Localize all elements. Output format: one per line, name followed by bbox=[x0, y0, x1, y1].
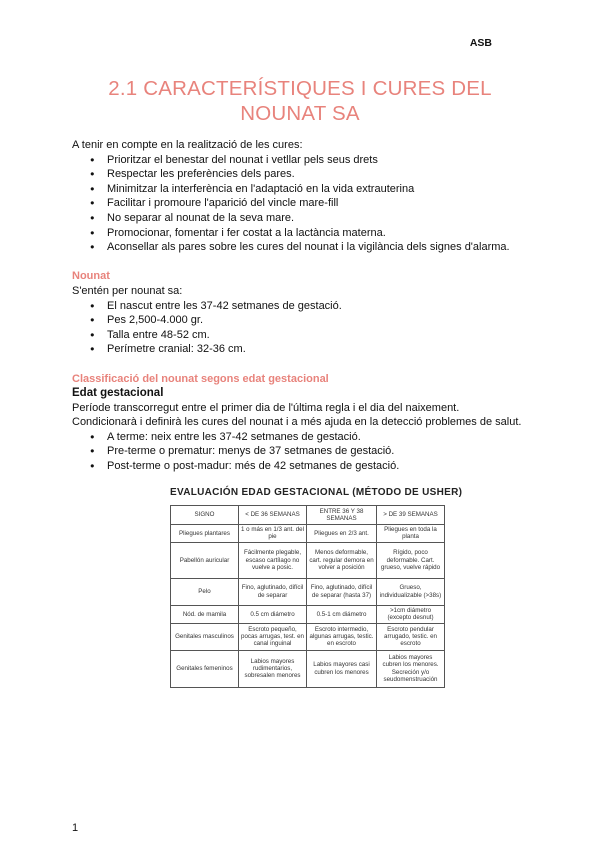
intro-list-item: ● Minimitzar la interferència en l'adaptació en la vida extrauterina bbox=[72, 182, 542, 197]
nounat-list-item: ● Talla entre 48-52 cm. bbox=[72, 328, 542, 343]
page-number: 1 bbox=[72, 822, 79, 834]
document-body bbox=[72, 138, 542, 474]
nounat-list-item: ● Pes 2,500-4.000 gr. bbox=[72, 313, 542, 328]
table-cell: Labios mayores cubren los menores. Secreción y/o seudomenstruación bbox=[377, 650, 445, 687]
nounat-list-item: ● Perímetre cranial: 32-36 cm. bbox=[72, 342, 542, 357]
table-row bbox=[171, 578, 445, 605]
table-cell: Rígido, poco deformable. Cart. grueso, vuelve rápido bbox=[377, 542, 445, 578]
page-title-line-1: 2.1 CARACTERÍSTIQUES I CURES DEL bbox=[108, 77, 492, 100]
table-cell: Pliegues en toda la planta bbox=[377, 525, 445, 543]
table-cell: Fino, aglutinado, difícil de separar (hasta 37) bbox=[307, 578, 377, 605]
page-title-line-2: NOUNAT SA bbox=[240, 102, 360, 125]
table-row bbox=[171, 525, 445, 543]
usher-table bbox=[170, 505, 445, 688]
table-cell: Pliegues en 2/3 ant. bbox=[307, 525, 377, 543]
nounat-heading: Nounat bbox=[72, 270, 110, 283]
classificacio-text-1: Període transcorregut entre el primer dia de l'última regla i el dia del naixement. bbox=[72, 401, 460, 414]
page-title bbox=[0, 76, 600, 126]
nounat-text: S'entén per nounat sa: bbox=[72, 284, 183, 297]
column-header: SIGNO bbox=[171, 506, 239, 525]
table-cell: Grueso, individualizable (>38s) bbox=[377, 578, 445, 605]
table-cell: Labios mayores casi cubren los menores bbox=[307, 650, 377, 687]
classificacio-heading: Classificació del nounat segons edat gestacional bbox=[72, 372, 329, 385]
table-header-row bbox=[171, 506, 445, 525]
table-cell: 0.5-1 cm diámetro bbox=[307, 605, 377, 623]
classificacio-list-item: ● Post-terme o post-madur: més de 42 setmanes de gestació. bbox=[72, 459, 542, 474]
intro-list-item: ● Prioritzar el benestar del nounat i vetllar pels seus drets bbox=[72, 153, 542, 168]
column-header: > DE 39 SEMANAS bbox=[377, 506, 445, 525]
table-cell: Escroto pequeño, pocas arrugas, test. en canal inguinal bbox=[239, 623, 307, 650]
table-cell: Menos deformable, cart. regular demora en volver a posición bbox=[307, 542, 377, 578]
table-row bbox=[171, 542, 445, 578]
table-cell: Nód. de mamila bbox=[171, 605, 239, 623]
classificacio-list bbox=[72, 430, 542, 474]
table-row bbox=[171, 605, 445, 623]
header-tag: ASB bbox=[469, 37, 492, 49]
table-cell: 0.5 cm diámetro bbox=[239, 605, 307, 623]
intro-list bbox=[72, 153, 542, 255]
table-cell: Pliegues plantares bbox=[171, 525, 239, 543]
table-cell: Escroto pendular arrugado, testic. en escroto bbox=[377, 623, 445, 650]
table-cell: Labios mayores rudimentarios, sobresalen menores bbox=[239, 650, 307, 687]
nounat-list bbox=[72, 299, 542, 357]
table-cell: Pabellón auricular bbox=[171, 542, 239, 578]
intro-text: A tenir en compte en la realització de les cures: bbox=[72, 139, 303, 151]
table-cell: 1 o más en 1/3 ant. del pie bbox=[239, 525, 307, 543]
column-header: ENTRE 36 Y 38 SEMANAS bbox=[307, 506, 377, 525]
table-cell: Pelo bbox=[171, 578, 239, 605]
intro-list-item: ● Promocionar, fomentar i fer costat a la lactància materna. bbox=[72, 226, 542, 241]
usher-table-title: EVALUACIÓN EDAD GESTACIONAL (MÉTODO DE USHER) bbox=[170, 487, 463, 498]
table-cell: Fino, aglutinado, difícil de separar bbox=[239, 578, 307, 605]
intro-list-item: ● No separar al nounat de la seva mare. bbox=[72, 211, 542, 226]
column-header: < DE 36 SEMANAS bbox=[239, 506, 307, 525]
intro-list-item: ● Respectar les preferències dels pares. bbox=[72, 167, 542, 182]
nounat-list-item: ● El nascut entre les 37-42 setmanes de gestació. bbox=[72, 299, 542, 314]
table-cell: Genitales masculinos bbox=[171, 623, 239, 650]
table-cell: Genitales femeninos bbox=[171, 650, 239, 687]
table-row bbox=[171, 623, 445, 650]
classificacio-list-item: ● Pre-terme o prematur: menys de 37 setmanes de gestació. bbox=[72, 444, 542, 459]
table-cell: Fácilmente plegable, escaso cartílago no vuelve a posic. bbox=[239, 542, 307, 578]
intro-list-item: ● Aconsellar als pares sobre les cures del nounat i la vigilància dels signes d'alarma. bbox=[72, 240, 542, 255]
table-row bbox=[171, 650, 445, 687]
edat-gestacional-heading: Edat gestacional bbox=[72, 387, 164, 400]
table-cell: >1cm diámetro (excepto desnut) bbox=[377, 605, 445, 623]
classificacio-text-2: Condicionarà i definirà les cures del nounat i a més ajuda en la detecció problemes de salut. bbox=[72, 416, 522, 429]
table-cell: Escroto intermedio, algunas arrugas, testic. en escroto bbox=[307, 623, 377, 650]
intro-list-item: ● Facilitar i promoure l'aparició del vincle mare-fill bbox=[72, 196, 542, 211]
classificacio-list-item: ● A terme: neix entre les 37-42 setmanes de gestació. bbox=[72, 430, 542, 445]
